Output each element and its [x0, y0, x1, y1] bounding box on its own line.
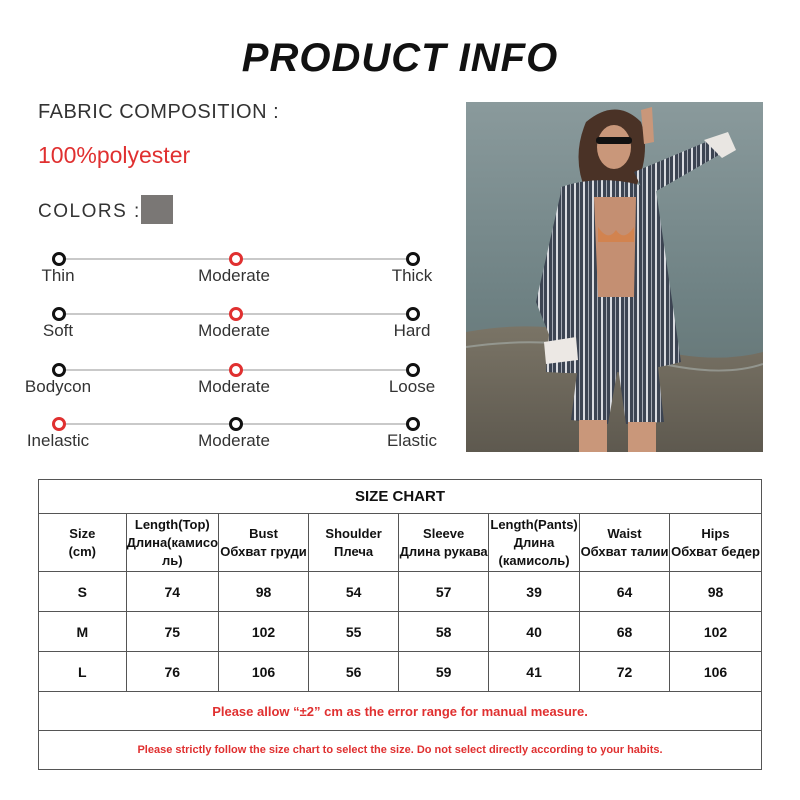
scale-label-middle: Moderate — [198, 431, 270, 450]
scale-dot-right — [406, 252, 420, 266]
cell-waist: 64 — [580, 572, 670, 612]
cell-bust: 98 — [219, 572, 309, 612]
size-chart-title: SIZE CHART — [39, 480, 762, 514]
cell-hips: 98 — [670, 572, 762, 612]
cell-length-top: 76 — [126, 652, 218, 692]
elasticity-scale — [0, 417, 460, 467]
scale-dot-left — [52, 252, 66, 266]
scale-dot-middle — [229, 252, 243, 266]
cell-bust: 102 — [219, 612, 309, 652]
header-shoulder: Shoulder Плеча — [309, 514, 399, 572]
scale-label-left: Soft — [42, 321, 74, 340]
scale-dot-right — [406, 417, 420, 431]
scale-label-right: Hard — [393, 321, 431, 340]
colors-label: COLORS : — [38, 201, 141, 222]
scale-label-right: Elastic — [386, 431, 438, 450]
softness-scale — [0, 307, 460, 357]
scale-label-middle: Moderate — [198, 266, 270, 285]
cell-size: L — [39, 652, 127, 692]
thickness-scale — [0, 252, 460, 302]
header-size: Size (cm) — [39, 514, 127, 572]
follow-chart-note: Please strictly follow the size chart to select the size. Do not select directly according to your habits. — [39, 731, 762, 770]
scale-dot-left — [52, 417, 66, 431]
cell-sleeve: 59 — [399, 652, 489, 692]
cell-shoulder: 56 — [309, 652, 399, 692]
scale-dot-middle — [229, 417, 243, 431]
cell-shoulder: 55 — [309, 612, 399, 652]
header-waist: Waist Обхват талии — [580, 514, 670, 572]
table-row-l — [39, 652, 762, 692]
header-hips: Hips Обхват бедер — [670, 514, 762, 572]
scale-label-right: Loose — [388, 377, 436, 396]
cell-waist: 72 — [580, 652, 670, 692]
cell-bust: 106 — [219, 652, 309, 692]
scale-dot-left — [52, 307, 66, 321]
cell-sleeve: 57 — [399, 572, 489, 612]
fit-scale — [0, 363, 460, 413]
scale-label-left: Bodycon — [24, 377, 92, 396]
product-photo — [466, 102, 763, 452]
scale-dot-left — [52, 363, 66, 377]
header-bust: Bust Обхват груди — [219, 514, 309, 572]
header-length-pants: Length(Pants) Длина (камисоль) — [489, 514, 580, 572]
scale-dot-middle — [229, 363, 243, 377]
scale-dot-right — [406, 363, 420, 377]
scale-label-middle: Moderate — [198, 377, 270, 396]
fabric-composition-value: 100%polyester — [38, 142, 191, 168]
page-title: PRODUCT INFO — [241, 36, 559, 80]
scale-dot-right — [406, 307, 420, 321]
table-row-s — [39, 572, 762, 612]
cell-length-top: 74 — [126, 572, 218, 612]
cell-length-pants: 39 — [489, 572, 580, 612]
cell-waist: 68 — [580, 612, 670, 652]
cell-length-top: 75 — [126, 612, 218, 652]
cell-shoulder: 54 — [309, 572, 399, 612]
size-chart-header-row — [39, 514, 762, 572]
tolerance-note: Please allow “±2” cm as the error range for manual measure. — [39, 692, 762, 731]
size-chart-table — [38, 479, 762, 770]
cell-size: M — [39, 612, 127, 652]
header-sleeve: Sleeve Длина рукава — [399, 514, 489, 572]
cell-sleeve: 58 — [399, 612, 489, 652]
header-length-top: Length(Top) Длина(камисо ль) — [126, 514, 218, 572]
table-row-m — [39, 612, 762, 652]
cell-hips: 102 — [670, 612, 762, 652]
cell-hips: 106 — [670, 652, 762, 692]
scale-label-left: Inelastic — [26, 431, 90, 450]
scale-label-left: Thin — [41, 266, 75, 285]
scale-dot-middle — [229, 307, 243, 321]
scale-label-middle: Moderate — [198, 321, 270, 340]
color-swatch[interactable] — [141, 195, 173, 224]
cell-size: S — [39, 572, 127, 612]
scale-label-right: Thick — [391, 266, 433, 285]
cell-length-pants: 40 — [489, 612, 580, 652]
fabric-composition-label: FABRIC COMPOSITION : — [38, 101, 280, 123]
cell-length-pants: 41 — [489, 652, 580, 692]
